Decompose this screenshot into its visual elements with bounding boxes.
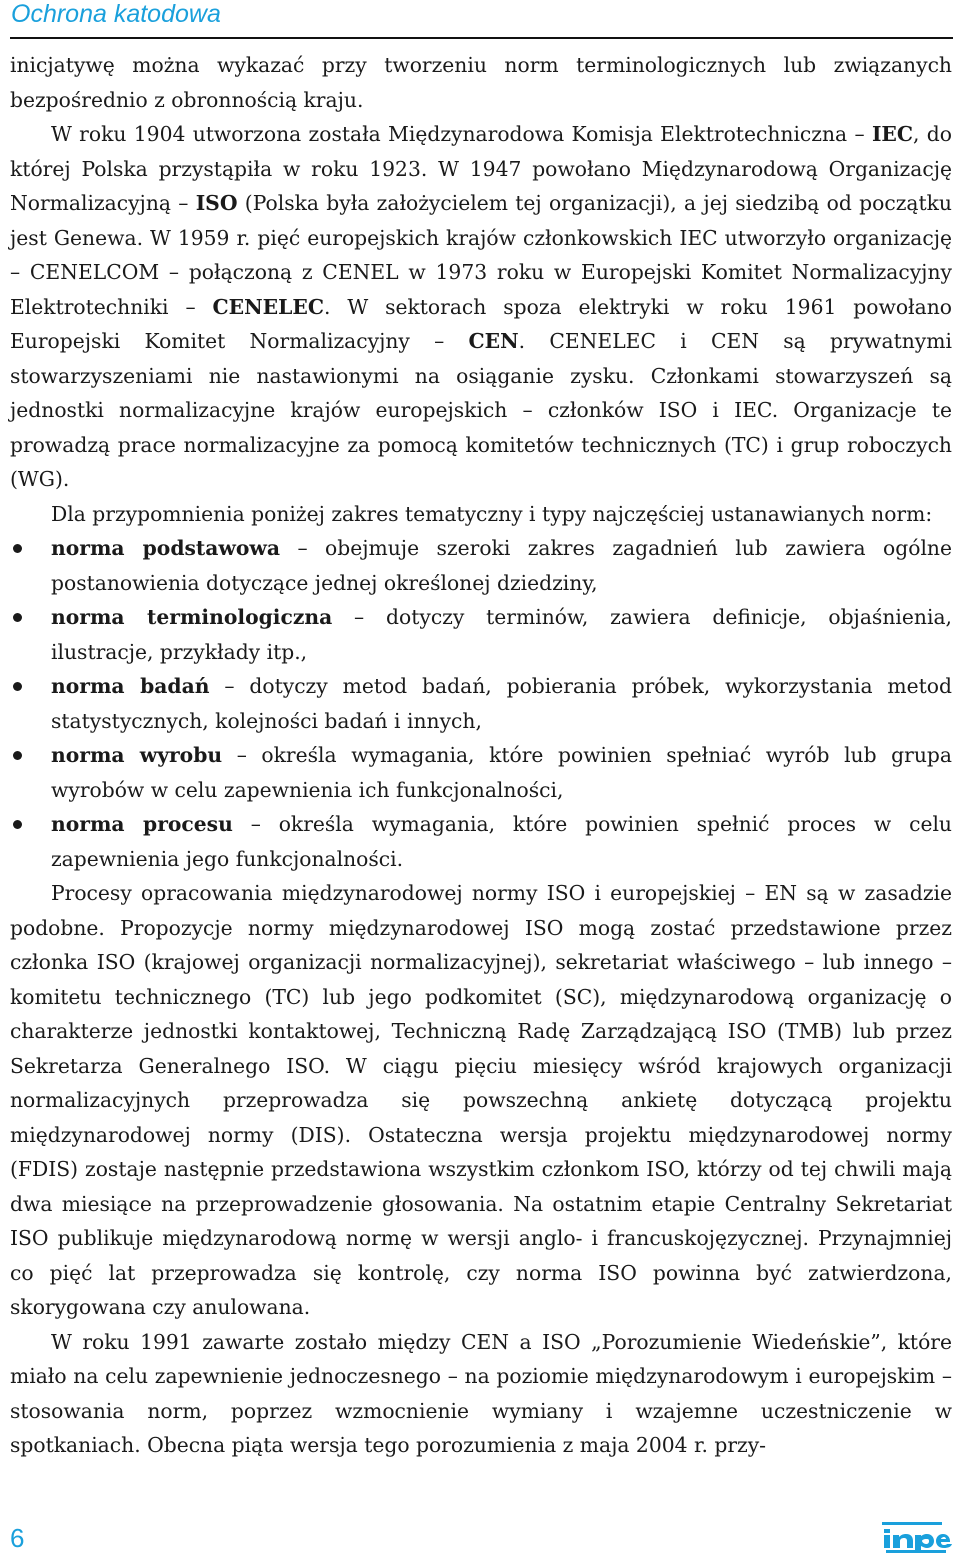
bullet-icon [13, 751, 22, 760]
paragraph-text: , do której Polska przystąpiła w roku 1923. W 1947 powołano Międzynarodową Organizację Normalizacyjną – [10, 122, 953, 215]
page-body [10, 48, 952, 1463]
paragraph-vienna-agreement [10, 1325, 952, 1463]
list-item-description: – określa wymagania, które powinien spełniać wyrób lub grupa wyrobów w celu zapewnienia ich funkcjonalności, [51, 743, 952, 802]
norm-types-list [10, 531, 952, 876]
list-item [10, 738, 952, 807]
paragraph-text: Procesy opracowania międzynarodowej normy ISO i europejskiej – EN są w zasadzie podobne. Propozycje normy międzynarodowej ISO mogą zostać przedstawione przez członka ISO (krajowej organizacji normalizacyjnej), sekretariat właściwego – lub innego – komitetu technicznego (TC) lub jego podkomitet (SC), międzynarodową organizację o charakterze jednostki kontaktowej, Techniczną Radę Zarządzającą ISO (TMB) lub przez Sekretarza Generalnego ISO. W ciągu pięciu miesięcy wśród krajowych organizacji normalizacyjnych przeprowadza się powszechną ankietę dotyczącą projektu międzynarodowej normy (DIS). Ostateczna wersja projektu międzynarodowej normy (FDIS) zostaje następnie przedstawiona wszystkim członkom ISO, którzy od tej chwili mają dwa miesiące na przeprowadzenie głosowania. Na ostatnim etapie Centralny Sekretariat ISO publikuje międzynarodową normę w wersji anglo- i francuskojęzycznej. Przynajmniej co pięć lat przeprowadza się kontrolę, czy norma ISO powinna być zatwierdzona, skorygowana czy anulowana. [10, 881, 952, 1319]
list-item-term: norma badań [51, 674, 210, 698]
list-item-description: – dotyczy metod badań, pobierania próbek, wykorzystania metod statystycznych, kolejności badań i innych, [51, 674, 952, 733]
running-header-title: Ochrona katodowa [11, 0, 221, 28]
bullet-icon [13, 682, 22, 691]
paragraph-text: (Polska była założycielem tej organizacji), a jej siedzibą od początku jest Genewa. W 1959 r. pięć europejskich krajów członkowskich IEC utworzyło organizację – CENELCOM – połączoną z CENEL w 1973 roku w Europejski Komitet Normalizacyjny Elektrotechniki – [10, 191, 952, 319]
paragraph-text: W roku 1904 utworzona została Międzynarodowa Komisja Elektrotechniczna – [51, 122, 872, 146]
paragraph-text: . CENELEC i CEN są prywatnymi stowarzyszeniami nie nastawionymi na osiąganie zysku. Członkami stowarzyszeń są jednostki normalizacyjne krajów europejskich – członków ISO i IEC. Organizacje te prowadzą prace normalizacyjne za pomocą komitetów technicznych (TC) i grup roboczych (WG). [10, 329, 952, 491]
paragraph-text: inicjatywę można wykazać przy tworzeniu norm terminologicznych lub związanych bezpośrednio z obronnością kraju. [10, 53, 952, 112]
paragraph-norm-types-intro [10, 497, 952, 532]
bullet-icon [13, 820, 22, 829]
list-item [10, 531, 952, 600]
list-item [10, 600, 952, 669]
list-item-term: norma podstawowa [51, 536, 281, 560]
paragraph-text: . W sektorach spoza elektryki w roku 1961 powołano Europejski Komitet Normalizacyjny – [10, 294, 952, 353]
bullet-icon [13, 544, 22, 553]
list-item-description: – obejmuje szeroki zakres zagadnień lub zawiera ogólne postanowienia dotyczące jednej określonej dziedziny, [51, 536, 952, 595]
paragraph-iso-process [10, 876, 952, 1325]
bullet-icon [13, 613, 22, 622]
header-divider [10, 37, 953, 39]
bold-term-iec: IEC [871, 122, 914, 146]
paragraph-standards-history [10, 117, 952, 497]
list-item-term: norma procesu [51, 812, 233, 836]
list-item-description: – dotyczy terminów, zawiera definicje, objaśnienia, ilustracje, przykłady itp., [51, 605, 952, 664]
bold-term-iso: ISO [195, 191, 238, 215]
list-item-description: – określa wymagania, które powinien spełnić proces w celu zapewnienia jego funkcjonalności. [51, 812, 952, 871]
page-number: 6 [10, 1523, 25, 1553]
inpe-logo-icon [880, 1520, 952, 1558]
list-item [10, 807, 952, 876]
paragraph-text: Dla przypomnienia poniżej zakres tematyczny i typy najczęściej ustanawianych norm: [51, 501, 933, 526]
paragraph-text: W roku 1991 zawarte zostało między CEN a ISO „Porozumienie Wiedeńskie”, które miało na celu zapewnienie jednoczesnego – na poziomie międzynarodowym i europejskim – stosowania norm, poprzez wzmocnienie wymiany i wzajemne uczestniczenie w spotkaniach. Obecna piąta wersja tego porozumienia z maja 2004 r. przy- [10, 1329, 952, 1457]
paragraph-continuation [10, 48, 952, 117]
list-item [10, 669, 952, 738]
bold-term-cen: CEN [468, 329, 519, 353]
list-item-term: norma terminologiczna [51, 605, 333, 629]
bold-term-cenelec: CENELEC [212, 294, 324, 319]
list-item-term: norma wyrobu [51, 743, 223, 767]
